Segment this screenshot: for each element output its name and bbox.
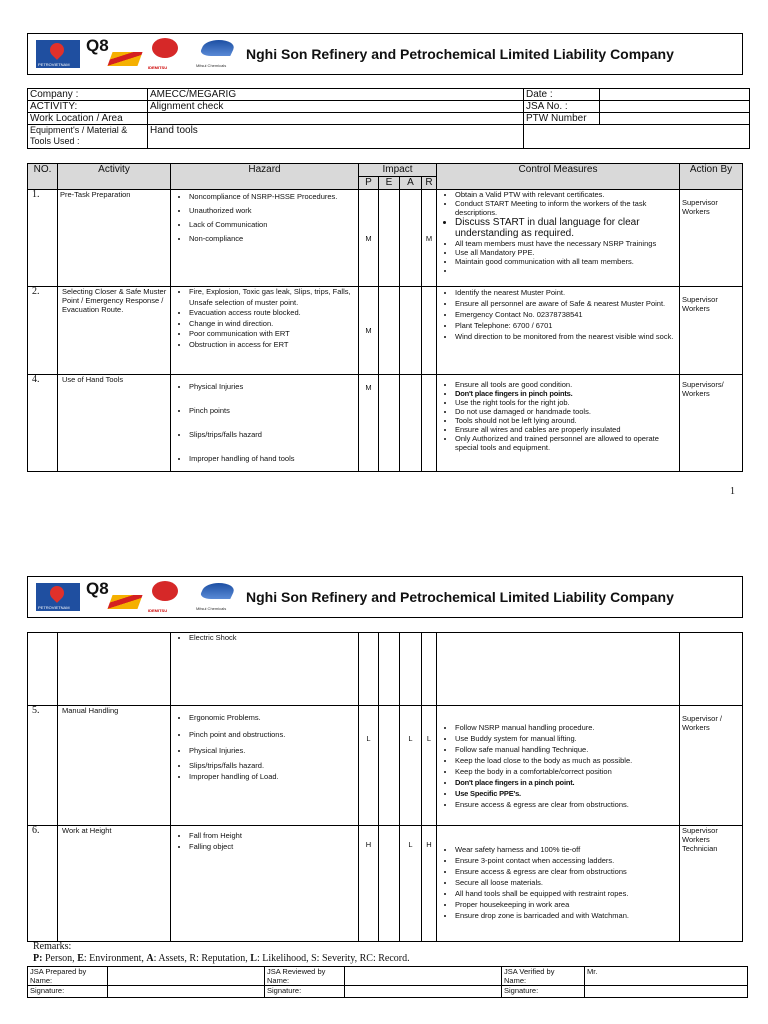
company-title: Nghi Son Refinery and Petrochemical Limited Liability Company — [246, 589, 674, 605]
impact-a: L — [400, 826, 422, 942]
list-item: • Don't place fingers in pinch points. — [455, 389, 677, 398]
list-item: • Secure all loose materials. — [455, 877, 677, 888]
impact-p — [359, 633, 379, 706]
list-item: • Conduct START Meeting to inform the workers of the task descriptions. — [455, 199, 677, 217]
list-item: • Ensure access & egress are clear from obstructions. — [455, 799, 677, 810]
list-item: • Plant Telephone: 6700 / 6701 — [455, 320, 677, 331]
impact-r — [422, 633, 437, 706]
list-item: • Pinch point and obstructions. — [189, 727, 356, 744]
list-item: • Obtain a Valid PTW with relevant certificates. — [455, 190, 677, 199]
action-by-cell — [680, 633, 743, 706]
header-no: NO. — [28, 164, 58, 190]
verified-signature-label: Signature: — [502, 986, 585, 998]
date-value — [600, 89, 750, 101]
activity-value: Alignment check — [148, 101, 524, 113]
list-item: • Obstruction in access for ERT — [189, 340, 356, 351]
jsa-table-page-1 — [27, 163, 743, 472]
action-by-cell: Supervisor / Workers — [680, 706, 743, 826]
verified-signature — [585, 986, 748, 998]
activity-cell: Manual Handling — [58, 706, 171, 826]
list-item: • Ensure 3-point contact when accessing ladders. — [455, 855, 677, 866]
list-item: • Ensure drop zone is barricaded and with Watchman. — [455, 910, 677, 921]
list-item: • Evacuation access route blocked. — [189, 308, 356, 319]
header-action-by: Action By — [680, 164, 743, 190]
list-item: • Slips/trips/falls hazard. — [189, 760, 356, 771]
company-value: AMECC/MEGARIG — [148, 89, 524, 101]
header-control-measures: Control Measures — [437, 164, 680, 190]
idemitsu-logo: IDEMITSU — [148, 581, 182, 613]
company-header — [27, 33, 743, 75]
row-number: 2. — [28, 287, 58, 375]
hazard-cell — [171, 375, 359, 472]
activity-cell: Use of Hand Tools — [58, 375, 171, 472]
location-value — [148, 113, 524, 125]
q8-logo: Q8 — [86, 36, 142, 70]
list-item: • Change in wind direction. — [189, 319, 356, 330]
list-item: • Slips/trips/falls hazard — [189, 423, 356, 447]
control-cell — [437, 190, 680, 287]
impact-a — [400, 633, 422, 706]
remarks-title: Remarks: — [33, 941, 72, 952]
list-item: • Tools should not be left lying around. — [455, 416, 677, 425]
activity-cell: Work at Height — [58, 826, 171, 942]
activity-cell — [58, 633, 171, 706]
jsa-no-value — [600, 101, 750, 113]
impact-r: M — [422, 190, 437, 287]
verified-by-name: Mr. — [585, 967, 748, 986]
list-item: • Discuss START in dual language for clear understanding as required. — [455, 217, 677, 239]
list-item: • Don't place fingers in a pinch point. — [455, 777, 677, 788]
reviewed-by-label: JSA Reviewed by Name: — [265, 967, 345, 986]
reviewed-signature — [345, 986, 502, 998]
list-item: • Identify the nearest Muster Point. — [455, 287, 677, 298]
remarks — [33, 941, 410, 965]
job-info-table — [27, 88, 750, 149]
row-number — [28, 633, 58, 706]
list-item: • Keep the load close to the body as much as possible. — [455, 755, 677, 766]
impact-a — [400, 190, 422, 287]
prepared-signature-label: Signature: — [28, 986, 108, 998]
list-item: • Lack of Communication — [189, 218, 356, 232]
company-title: Nghi Son Refinery and Petrochemical Limited Liability Company — [246, 46, 674, 62]
idemitsu-logo: IDEMITSU — [148, 38, 182, 70]
list-item: • Improper handling of hand tools — [189, 447, 356, 471]
control-cell — [437, 287, 680, 375]
impact-p: M — [359, 375, 379, 472]
header-impact: Impact — [359, 164, 437, 177]
equipment-value: Hand tools — [148, 125, 524, 149]
list-item: • Poor communication with ERT — [189, 329, 356, 340]
list-item: • All team members must have the necessary NSRP Trainings — [455, 239, 677, 248]
table-row — [28, 633, 743, 706]
impact-e — [379, 706, 400, 826]
header-r: R — [422, 177, 437, 190]
impact-e — [379, 190, 400, 287]
control-cell — [437, 826, 680, 942]
action-by-cell: Supervisor Workers — [680, 287, 743, 375]
mitsui-chemicals-logo: Mitsui Chemicals — [196, 581, 242, 613]
list-item: • Ensure all personnel are aware of Safe & nearest Muster Point. — [455, 298, 677, 309]
hazard-cell — [171, 706, 359, 826]
list-item: • Use all Mandatory PPE. — [455, 248, 677, 257]
list-item: • Ensure all tools are good condition. — [455, 380, 677, 389]
action-by-cell: Supervisor Workers — [680, 190, 743, 287]
list-item: • Use Specific PPE's. — [455, 788, 677, 799]
impact-r — [422, 287, 437, 375]
impact-e — [379, 287, 400, 375]
hazard-cell — [171, 287, 359, 375]
company-label: Company : — [28, 89, 148, 101]
header-e: E — [379, 177, 400, 190]
list-item: • Non-compliance — [189, 232, 356, 246]
list-item: • Unauthorized work — [189, 204, 356, 218]
row-number: 4. — [28, 375, 58, 472]
jsa-no-label: JSA No. : — [524, 101, 600, 113]
ptw-value — [600, 113, 750, 125]
petrovietnam-logo: PETROVIETNAM — [36, 583, 80, 611]
activity-cell: Pre-Task Preparation — [58, 190, 171, 287]
hazard-cell — [171, 826, 359, 942]
hazard-cell — [171, 633, 359, 706]
impact-e — [379, 375, 400, 472]
table-row — [28, 375, 743, 472]
table-row — [28, 287, 743, 375]
list-item: • Maintain good communication with all team members. — [455, 257, 677, 266]
header-activity: Activity — [58, 164, 171, 190]
impact-a: L — [400, 706, 422, 826]
table-row — [28, 706, 743, 826]
date-label: Date : — [524, 89, 600, 101]
impact-e — [379, 826, 400, 942]
impact-a — [400, 287, 422, 375]
list-item: • Physical Injuries. — [189, 743, 356, 760]
list-item: • Ensure access & egress are clear from obstructions — [455, 866, 677, 877]
table-row — [28, 826, 743, 942]
header-a: A — [400, 177, 422, 190]
row-number: 6. — [28, 826, 58, 942]
list-item: • Use the right tools for the right job. — [455, 398, 677, 407]
list-item: • Ergonomic Problems. — [189, 710, 356, 727]
ptw-label: PTW Number — [524, 113, 600, 125]
impact-p: M — [359, 190, 379, 287]
row-number: 5. — [28, 706, 58, 826]
q8-logo: Q8 — [86, 579, 142, 613]
list-item: • Emergency Contact No. 02378738541 — [455, 309, 677, 320]
list-item: • Only Authorized and trained personnel are allowed to operate special tools and equipment. — [455, 434, 677, 452]
prepared-signature — [108, 986, 265, 998]
list-item: • Falling object — [189, 841, 356, 852]
blank-cell — [524, 125, 750, 149]
signature-table — [27, 966, 748, 998]
list-item: • Pinch points — [189, 399, 356, 423]
reviewed-signature-label: Signature: — [265, 986, 345, 998]
list-item: • Follow NSRP manual handling procedure. — [455, 722, 677, 733]
prepared-by-name — [108, 967, 265, 986]
list-item: • Wind direction to be monitored from the nearest visible wind sock. — [455, 331, 677, 342]
list-item: • Fall from Height — [189, 830, 356, 841]
list-item: • Follow safe manual handling Technique. — [455, 744, 677, 755]
equipment-label: Equipment's / Material & Tools Used : — [28, 125, 148, 149]
list-item: • Use Buddy system for manual lifting. — [455, 733, 677, 744]
impact-p: H — [359, 826, 379, 942]
page-number: 1 — [730, 486, 735, 497]
impact-e — [379, 633, 400, 706]
impact-p: M — [359, 287, 379, 375]
list-item: • All hand tools shall be equipped with restraint ropes. — [455, 888, 677, 899]
list-item: • Proper housekeeping in work area — [455, 899, 677, 910]
action-by-cell: Supervisor Workers Technician — [680, 826, 743, 942]
list-item: • Keep the body in a comfortable/correct position — [455, 766, 677, 777]
impact-r — [422, 375, 437, 472]
list-item: • Electric Shock — [189, 633, 356, 642]
petrovietnam-logo: PETROVIETNAM — [36, 40, 80, 68]
list-item: • Do not use damaged or handmade tools. — [455, 407, 677, 416]
activity-cell: Selecting Closer & Safe Muster Point / Emergency Response / Evacuation Route. — [58, 287, 171, 375]
jsa-table-page-2 — [27, 632, 743, 942]
prepared-by-label: JSA Prepared by Name: — [28, 967, 108, 986]
list-item — [455, 266, 677, 275]
header-hazard: Hazard — [171, 164, 359, 190]
hazard-cell — [171, 190, 359, 287]
reviewed-by-name — [345, 967, 502, 986]
impact-r: L — [422, 706, 437, 826]
list-item: • Improper handling of Load. — [189, 771, 356, 782]
impact-p: L — [359, 706, 379, 826]
activity-label: ACTIVITY: — [28, 101, 148, 113]
action-by-cell: Supervisors/ Workers — [680, 375, 743, 472]
list-item: • Wear safety harness and 100% tie-off — [455, 844, 677, 855]
table-row — [28, 190, 743, 287]
list-item: • Noncompliance of NSRP-HSSE Procedures. — [189, 190, 356, 204]
list-item: • Fire, Explosion, Toxic gas leak, Slips, trips, Falls, Unsafe selection of muster point. — [189, 287, 356, 308]
control-cell — [437, 375, 680, 472]
control-cell — [437, 633, 680, 706]
verified-by-label: JSA Verified by Name: — [502, 967, 585, 986]
row-number: 1. — [28, 190, 58, 287]
remarks-legend: P: Person, E: Environment, A: Assets, R: Reputation, L: Likelihood, S: Severity, RC: Record. — [33, 953, 410, 964]
mitsui-chemicals-logo: Mitsui Chemicals — [196, 38, 242, 70]
list-item: • Physical Injuries — [189, 375, 356, 399]
impact-a — [400, 375, 422, 472]
impact-r: H — [422, 826, 437, 942]
list-item: • Ensure all wires and cables are properly insulated — [455, 425, 677, 434]
header-p: P — [359, 177, 379, 190]
control-cell — [437, 706, 680, 826]
location-label: Work Location / Area — [28, 113, 148, 125]
company-header-page-2 — [27, 576, 743, 618]
